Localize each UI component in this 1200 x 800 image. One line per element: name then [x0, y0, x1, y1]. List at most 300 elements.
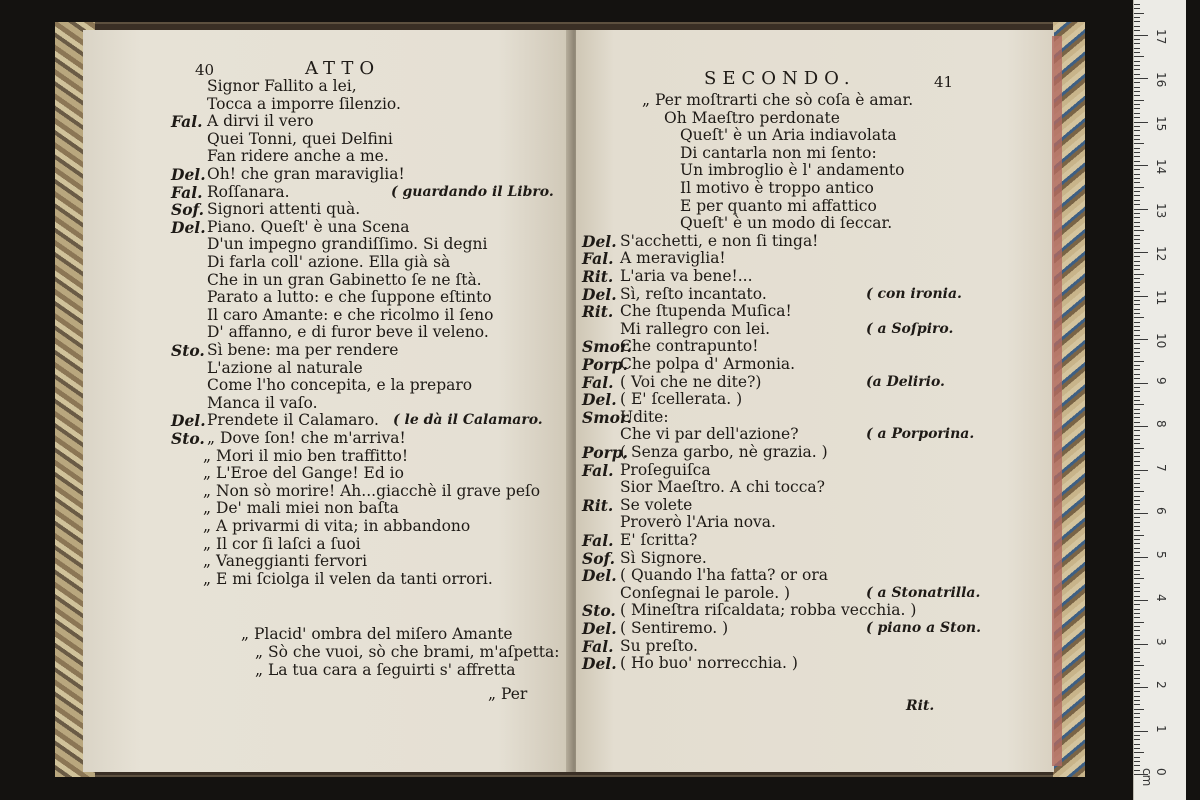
ruler-tick [1134, 108, 1140, 109]
ruler-tick [1134, 178, 1140, 179]
ruler-tick [1134, 726, 1140, 727]
ruler-tick [1134, 369, 1140, 370]
ruler-tick [1134, 404, 1144, 405]
speaker-label: Del. [582, 390, 617, 410]
text-line: A dirvi il vero [207, 112, 314, 131]
ruler-tick [1134, 731, 1148, 732]
ruler-tick [1134, 565, 1140, 566]
ruler-tick [1134, 478, 1140, 479]
ruler-tick [1134, 365, 1140, 366]
aria-line: „ Sò che vuoi, sò che brami, m'aſpetta: [255, 643, 560, 661]
speaker-label: Del. [171, 411, 206, 431]
text-line: „ Per moſtrarti che sò coſa è amar. [642, 91, 914, 109]
ruler-tick [1134, 430, 1140, 431]
ruler-tick [1134, 148, 1140, 149]
ruler-label: 5 [1154, 550, 1168, 559]
speaker-label: Rit. [582, 267, 614, 286]
ruler-tick [1134, 165, 1148, 166]
speaker-label: Del. [582, 284, 617, 304]
ruler-tick [1134, 717, 1140, 718]
ruler-tick [1134, 435, 1140, 436]
ruler-tick [1134, 261, 1140, 262]
ruler-tick [1134, 396, 1140, 397]
stage-direction: (a Delirio. [866, 373, 945, 390]
ruler-tick [1134, 552, 1140, 553]
ruler-tick [1134, 757, 1140, 758]
text-line: Queſt' è un Aria indiavolata [680, 126, 897, 145]
ruler-tick [1134, 374, 1140, 375]
ruler-tick [1134, 21, 1140, 22]
text-line: Tocca a imporre ſilenzio. [207, 94, 401, 113]
ruler-tick [1134, 609, 1140, 610]
ruler-tick [1134, 456, 1140, 457]
ruler-tick [1134, 282, 1140, 283]
ruler-tick [1134, 95, 1140, 96]
ruler-tick [1134, 30, 1140, 31]
ruler-tick [1134, 56, 1144, 57]
ruler-tick [1134, 378, 1140, 379]
ruler-tick [1134, 143, 1144, 144]
ruler-tick [1134, 583, 1140, 584]
page-number: 40 [195, 61, 215, 79]
ruler-label: 15 [1154, 115, 1168, 131]
text-line: Se volete [620, 495, 693, 514]
ruler-tick [1134, 204, 1140, 205]
text-line: Parato a lutto: e che ſuppone eſtinto [207, 288, 492, 307]
ruler-tick [1134, 504, 1140, 505]
ruler-tick [1134, 200, 1140, 201]
ruler-tick [1134, 252, 1148, 253]
ruler-tick [1134, 748, 1140, 749]
speaker-label: Del. [582, 654, 617, 674]
text-line: „ E mi ſciolga il velen da tanti orrori. [203, 569, 493, 588]
ruler-tick [1134, 65, 1140, 66]
ruler-label: 9 [1154, 376, 1168, 385]
ruler-tick [1134, 130, 1140, 131]
ruler-tick [1134, 617, 1140, 618]
ruler-tick [1134, 622, 1144, 623]
stage-direction: ( con ironia. [866, 285, 962, 302]
ruler-tick [1134, 117, 1140, 118]
text-line: S'acchetti, e non ſi tinga! [620, 231, 819, 250]
ruler-tick [1134, 635, 1140, 636]
text-line: E per quanto mi affattico [680, 196, 877, 215]
ruler-tick [1134, 195, 1140, 196]
page-header: ATTO [305, 58, 381, 79]
speaker-label: Fal. [582, 249, 614, 269]
ruler-tick [1134, 613, 1140, 614]
ruler-tick [1134, 652, 1140, 653]
stage-direction: ( le dà il Calamaro. [393, 412, 543, 429]
ruler-tick [1134, 570, 1140, 571]
ruler-tick [1134, 383, 1148, 384]
speaker-label: Sto. [171, 429, 205, 448]
ruler-tick [1134, 78, 1148, 79]
ruler-tick [1134, 52, 1140, 53]
ruler-tick [1134, 630, 1140, 631]
ruler-tick [1134, 574, 1140, 575]
text-line: Fan ridere anche a me. [207, 147, 389, 166]
speaker-label: Fal. [171, 112, 203, 132]
ruler-tick [1134, 348, 1140, 349]
speaker-label: Del. [171, 217, 206, 237]
ruler-tick [1134, 509, 1140, 510]
ruler-tick [1134, 69, 1140, 70]
ruler-label: 12 [1154, 246, 1168, 262]
speaker-label: Del. [582, 566, 617, 586]
text-line: „ L'Eroe del Gange! Ed io [203, 464, 404, 483]
text-line: Proverò l'Aria nova. [620, 513, 776, 532]
ruler-tick [1134, 426, 1148, 427]
speaker-label: Sto. [171, 341, 205, 360]
text-line: Un imbroglio è l' andamento [680, 161, 905, 180]
text-line: Prendete il Calamaro. [207, 411, 379, 430]
text-line: ( Voi che ne dite?) [620, 372, 762, 391]
ruler-tick [1134, 422, 1140, 423]
ruler-tick [1134, 48, 1140, 49]
ruler-label: 2 [1154, 681, 1168, 689]
text-line: Il motivo è troppo antico [680, 179, 874, 197]
ruler-tick [1134, 104, 1140, 105]
ruler-tick [1134, 322, 1140, 323]
ruler-tick [1134, 17, 1140, 18]
ruler-tick [1134, 230, 1144, 231]
ruler-tick [1134, 265, 1140, 266]
ruler-tick [1134, 526, 1140, 527]
ruler-tick [1134, 274, 1144, 275]
ruler-tick [1134, 735, 1140, 736]
ruler-tick [1134, 644, 1148, 645]
ruler-label: 11 [1154, 289, 1168, 305]
text-line: A meraviglia! [620, 249, 726, 268]
measuring-ruler [1133, 0, 1186, 800]
ruler-tick [1134, 174, 1140, 175]
ruler-tick [1134, 765, 1140, 766]
ruler-tick [1134, 209, 1148, 210]
ruler-tick [1134, 139, 1140, 140]
ruler-tick [1134, 691, 1140, 692]
ruler-tick [1134, 309, 1140, 310]
speaker-label: Smor. [582, 337, 633, 357]
ruler-tick [1134, 152, 1140, 153]
ruler-tick [1134, 222, 1140, 223]
speaker-label: Sto. [582, 601, 616, 621]
text-line: Manca il vaſo. [207, 393, 318, 412]
ruler-tick [1134, 674, 1140, 675]
ruler-tick [1134, 291, 1140, 292]
ruler-tick [1134, 539, 1140, 540]
text-line: E' ſcritta? [620, 531, 698, 549]
stage-direction: ( a Porporina. [866, 426, 975, 443]
ruler-tick [1134, 256, 1140, 257]
ruler-tick [1134, 683, 1140, 684]
stage-direction: ( a Soſpiro. [866, 320, 954, 337]
ruler-label: 8 [1154, 420, 1168, 428]
ruler-tick [1134, 213, 1140, 214]
ruler-label: 14 [1154, 159, 1168, 175]
ruler-label: 16 [1154, 72, 1168, 88]
speaker-label: Fal. [582, 531, 614, 550]
ruler-tick [1134, 352, 1140, 353]
ruler-tick [1134, 496, 1140, 497]
ruler-tick [1134, 361, 1144, 362]
ruler-tick [1134, 500, 1140, 501]
ruler-tick [1134, 330, 1140, 331]
ruler-tick [1134, 465, 1140, 466]
ruler-tick [1134, 587, 1140, 588]
ruler-label: 3 [1154, 637, 1168, 646]
speaker-label: Porp. [582, 443, 628, 462]
ruler-tick [1134, 74, 1140, 75]
ruler-tick [1134, 626, 1140, 627]
ruler-tick [1134, 448, 1144, 449]
text-line: „ Vaneggianti fervori [203, 552, 368, 571]
ruler-tick [1134, 443, 1140, 444]
text-line: ( Sentiremo. ) [620, 619, 729, 637]
ruler-tick [1134, 543, 1140, 544]
ruler-tick [1134, 61, 1140, 62]
ruler-tick [1134, 122, 1148, 123]
text-line: Queſt' è un modo di ſeccar. [680, 214, 893, 233]
ruler-tick [1134, 517, 1140, 518]
speaker-label: Sof. [171, 200, 205, 220]
text-line: ( Quando l'ha fatta? or ora [620, 566, 829, 585]
stage-direction: ( a Stonatrilla. [866, 584, 981, 601]
ruler-label: 13 [1154, 202, 1168, 218]
ruler-tick [1134, 409, 1140, 410]
text-line: „ A privarmi di vita; in abbandono [203, 517, 471, 535]
text-line: Sì bene: ma per rendere [207, 341, 399, 359]
ruler-tick [1134, 217, 1140, 218]
speaker-label: Porp. [582, 355, 628, 374]
ruler-tick [1134, 35, 1148, 36]
ruler-tick [1134, 752, 1144, 753]
ruler-tick [1134, 400, 1140, 401]
ruler-tick [1134, 678, 1140, 679]
ruler-tick [1134, 713, 1140, 714]
text-line: „ De' mali miei non baſta [203, 499, 399, 518]
text-line: Come l'ho concepita, e la preparo [207, 376, 473, 395]
ruler-tick [1134, 600, 1148, 601]
ruler-tick [1134, 530, 1140, 531]
ruler-tick [1134, 100, 1144, 101]
ruler-label: 6 [1154, 507, 1168, 515]
text-line: D' affanno, e di furor beve il veleno. [207, 323, 489, 342]
ruler-tick [1134, 313, 1140, 314]
ruler-tick [1134, 4, 1140, 5]
page-number: 41 [934, 73, 954, 91]
ruler-tick [1134, 169, 1140, 170]
ruler-tick [1134, 187, 1144, 188]
text-line: Che vi par dell'azione? [620, 425, 799, 444]
text-line: Proſeguiſca [620, 460, 711, 479]
ruler-tick [1134, 522, 1140, 523]
ruler-tick [1134, 578, 1144, 579]
text-line: Conſegnai le parole. ) [620, 583, 791, 602]
text-line: Che polpa d' Armonia. [620, 355, 796, 373]
ruler-tick [1134, 548, 1140, 549]
ruler-tick [1134, 461, 1140, 462]
ruler-tick [1134, 687, 1148, 688]
ruler-tick [1134, 417, 1140, 418]
text-line: ( Senza garbo, nè grazia. ) [620, 443, 828, 461]
page-header: SECONDO. [704, 68, 856, 89]
ruler-tick [1134, 343, 1140, 344]
aria-line: „ La tua cara a ſeguirti s' affretta [255, 661, 516, 679]
speaker-label: Del. [171, 165, 206, 184]
ruler-tick [1134, 535, 1144, 536]
ruler-tick [1134, 356, 1140, 357]
ruler-tick [1134, 487, 1140, 488]
left-page [83, 30, 571, 772]
ruler-tick [1134, 156, 1140, 157]
ruler-tick [1134, 317, 1144, 318]
speaker-label: Fal. [582, 636, 614, 656]
ruler-tick [1134, 235, 1140, 236]
ruler-label: 4 [1154, 594, 1168, 602]
ruler-tick [1134, 557, 1148, 558]
ruler-tick [1134, 43, 1140, 44]
ruler-tick [1134, 287, 1140, 288]
ruler-tick [1134, 8, 1140, 9]
speaker-label: Rit. [582, 302, 614, 322]
ruler-tick [1134, 452, 1140, 453]
ruler-tick [1134, 591, 1140, 592]
ruler-tick [1134, 300, 1140, 301]
speaker-label: Fal. [582, 460, 614, 480]
speaker-label: Del. [582, 619, 617, 638]
text-line: Sior Maeſtro. A chi tocca? [620, 478, 825, 497]
text-line: L'azione al naturale [207, 358, 363, 377]
ruler-tick [1134, 135, 1140, 136]
ruler-tick [1134, 278, 1140, 279]
text-line: Sì Signore. [620, 548, 707, 567]
ruler-tick [1134, 639, 1140, 640]
text-line: Che ſtupenda Muſica! [620, 302, 792, 321]
ruler-tick [1134, 657, 1140, 658]
speaker-label: Smor. [582, 407, 633, 427]
ruler-label: 17 [1154, 28, 1168, 44]
text-line: Piano. Queſt' è una Scena [207, 217, 410, 236]
ruler-tick [1134, 661, 1140, 662]
text-line: L'aria va bene!... [620, 267, 753, 285]
text-line: Su preſto. [620, 636, 698, 655]
ruler-tick [1134, 700, 1140, 701]
catchword: „ Per [488, 685, 528, 703]
speaker-label: Del. [582, 231, 617, 251]
text-line: ( Ho buo' norrecchia. ) [620, 654, 798, 673]
ruler-tick [1134, 113, 1140, 114]
ruler-tick [1134, 561, 1140, 562]
text-line: Oh! che gran maraviglia! [207, 165, 405, 183]
ruler-tick [1134, 296, 1148, 297]
ruler-tick [1134, 604, 1140, 605]
ruler-tick [1134, 665, 1144, 666]
ruler-tick [1134, 739, 1140, 740]
text-line: Che in un gran Gabinetto ſe ne ſtà. [207, 270, 482, 289]
text-line: Mi rallegro con lei. [620, 319, 771, 338]
ruler-label: 0 cm [1140, 768, 1168, 787]
ruler-tick [1134, 126, 1140, 127]
ruler-tick [1134, 243, 1140, 244]
text-line: Oh Maeſtro perdonate [664, 108, 840, 127]
text-line: „ Dove ſon! che m'arriva! [207, 429, 406, 447]
text-line: ( Mineſtra riſcaldata; robba vecchia. ) [620, 601, 917, 620]
ruler-label: 7 [1154, 463, 1168, 472]
ruler-tick [1134, 439, 1140, 440]
text-line: Quei Tonni, quei Delfini [207, 129, 393, 148]
ruler-tick [1134, 474, 1140, 475]
text-line: Sì, reſto incantato. [620, 284, 767, 303]
stage-direction: ( guardando il Libro. [391, 183, 554, 200]
ruler-tick [1134, 761, 1140, 762]
ruler-tick [1134, 82, 1140, 83]
ruler-tick [1134, 483, 1140, 484]
ruler-tick [1134, 413, 1140, 414]
ruler-tick [1134, 226, 1140, 227]
ruler-tick [1134, 39, 1140, 40]
stage-direction: ( piano a Ston. [866, 620, 981, 636]
text-line: Di farla coll' azione. Ella già sà [207, 253, 451, 271]
ruler-tick [1134, 326, 1140, 327]
text-line: „ Non sò morire! Ah...giacchè il grave peſo [203, 481, 541, 500]
ruler-tick [1134, 191, 1140, 192]
ruler-tick [1134, 269, 1140, 270]
ruler-tick [1134, 248, 1140, 249]
ruler-tick [1134, 722, 1140, 723]
catchword: Rit. [906, 698, 935, 714]
ruler-tick [1134, 491, 1144, 492]
ruler-tick [1134, 704, 1140, 705]
ruler-tick [1134, 709, 1144, 710]
ruler-tick [1134, 335, 1140, 336]
ruler-tick [1134, 470, 1148, 471]
text-line: Il caro Amante: e che ricolmo il ſeno [207, 305, 494, 324]
ruler-tick [1134, 513, 1148, 514]
text-line: Che contrapunto! [620, 337, 759, 356]
speaker-label: Fal. [582, 372, 614, 392]
ruler-tick [1134, 339, 1148, 340]
ruler-tick [1134, 696, 1140, 697]
right-page [576, 30, 1054, 772]
speaker-label: Rit. [582, 495, 614, 515]
text-line: Signor Fallito a lei, [207, 77, 357, 95]
speaker-label: Sof. [582, 548, 616, 568]
ruler-tick [1134, 182, 1140, 183]
ruler-tick [1134, 387, 1140, 388]
text-line: „ Il cor ſi laſci a ſuoi [203, 534, 361, 553]
ruler-label: 1 [1154, 724, 1168, 733]
page-edge [1052, 36, 1062, 766]
text-line: Di cantarla non mi ſento: [680, 143, 877, 162]
ruler-tick [1134, 670, 1140, 671]
text-line: D'un impegno grandiſſimo. Si degni [207, 235, 488, 254]
ruler-tick [1134, 91, 1140, 92]
ruler-tick [1134, 304, 1140, 305]
ruler-tick [1134, 13, 1144, 14]
text-line: Roſſanara. [207, 182, 290, 201]
ruler-tick [1134, 161, 1140, 162]
text-line: „ Mori il mio ben traffitto! [203, 446, 409, 465]
ruler-tick [1134, 744, 1140, 745]
ruler-tick [1134, 596, 1140, 597]
ruler-tick [1134, 26, 1140, 27]
speaker-label: Fal. [171, 182, 203, 202]
ruler-label: 10 [1154, 333, 1168, 349]
ruler-tick [1134, 239, 1140, 240]
ruler-tick [1134, 391, 1140, 392]
ruler-tick [1134, 648, 1140, 649]
